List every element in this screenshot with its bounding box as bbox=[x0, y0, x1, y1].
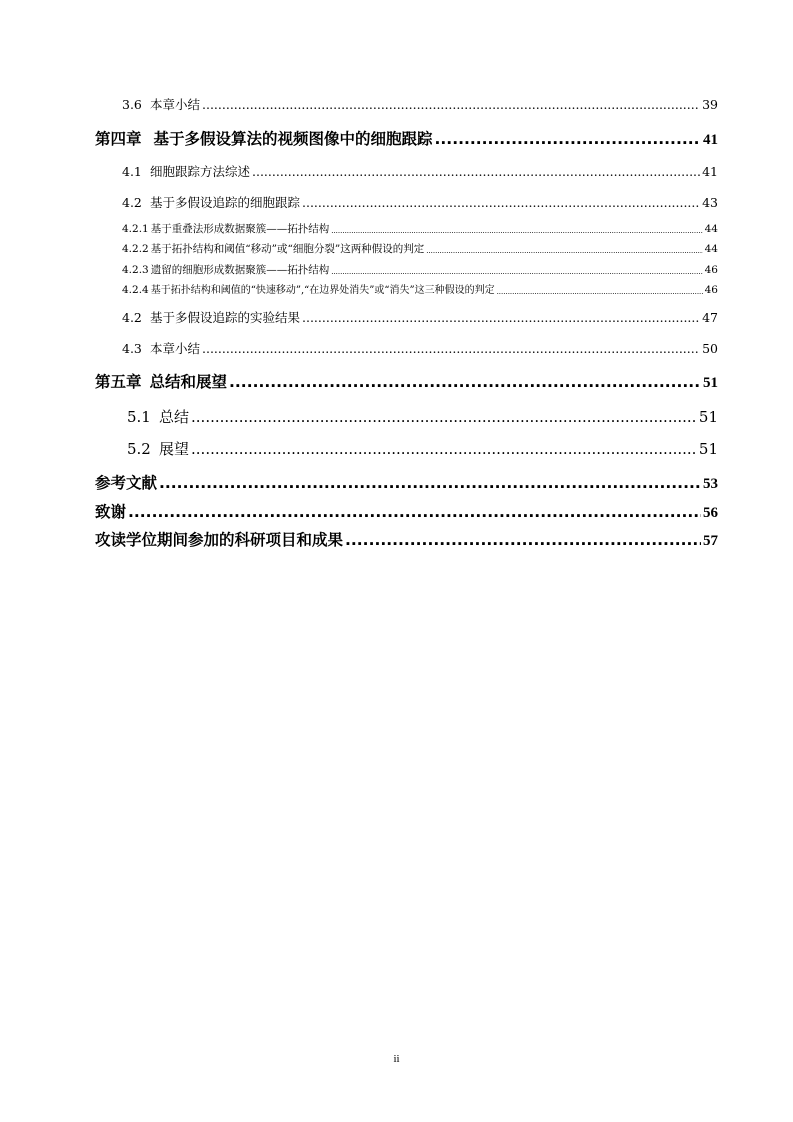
toc-title: 基于多假设算法的视频图像中的细胞跟踪 bbox=[153, 130, 433, 148]
toc-entry-5-1[interactable] bbox=[127, 410, 718, 425]
toc-page: 41 bbox=[703, 131, 718, 148]
toc-page: 39 bbox=[702, 97, 718, 112]
toc-title: 致谢 bbox=[95, 503, 127, 521]
toc-title: 本章小结 bbox=[150, 341, 201, 356]
dot-leader bbox=[191, 442, 697, 457]
toc-title: 基于拓扑结构和阈值的“快速移动”,“在边界处消失”或“消失”这三种假设的判定 bbox=[150, 284, 495, 296]
toc-title: 细胞跟踪方法综述 bbox=[150, 164, 251, 179]
toc-number: 第四章 bbox=[95, 130, 142, 148]
toc-page: 50 bbox=[702, 341, 718, 356]
toc-number: 3.6 bbox=[122, 97, 142, 112]
toc-title: 总结 bbox=[159, 408, 190, 426]
toc-acknowledgements[interactable] bbox=[95, 505, 718, 521]
page-number: ii bbox=[393, 1053, 400, 1065]
toc-title: 展望 bbox=[159, 440, 190, 458]
toc-title: 本章小结 bbox=[150, 97, 201, 112]
toc-number: 4.2 bbox=[122, 310, 142, 325]
toc-chapter-5[interactable] bbox=[95, 375, 718, 391]
dot-leader bbox=[345, 533, 701, 549]
toc-title: 遗留的细胞形成数据聚簇——拓扑结构 bbox=[150, 264, 330, 276]
dot-leader bbox=[202, 99, 700, 112]
toc-entry-4-2-3[interactable] bbox=[122, 265, 718, 276]
toc-number: 4.3 bbox=[122, 341, 142, 356]
toc-page: 43 bbox=[702, 195, 718, 210]
toc-number: 4.2.3 bbox=[122, 264, 149, 276]
toc-page: 57 bbox=[703, 532, 718, 549]
toc-entry-3-6[interactable] bbox=[122, 99, 718, 112]
toc-entry-5-2[interactable] bbox=[127, 442, 718, 457]
toc-page: 56 bbox=[703, 504, 718, 521]
toc-page: 51 bbox=[698, 440, 718, 458]
toc-number: 5.1 bbox=[127, 408, 151, 426]
dot-leader bbox=[497, 289, 703, 296]
toc-number: 4.1 bbox=[122, 164, 142, 179]
dot-leader bbox=[435, 132, 701, 148]
dot-leader bbox=[331, 228, 702, 235]
toc-number: 5.2 bbox=[127, 440, 151, 458]
toc-entry-4-2-4[interactable] bbox=[122, 285, 718, 296]
toc-page: 51 bbox=[698, 408, 718, 426]
dot-leader bbox=[159, 476, 701, 492]
toc-page: 41 bbox=[702, 164, 718, 179]
toc-page: 46 bbox=[704, 264, 718, 276]
toc-number: 4.2.4 bbox=[122, 284, 149, 296]
dot-leader bbox=[191, 410, 697, 425]
toc-title: 基于拓扑结构和阈值“移动”或“细胞分裂”这两种假设的判定 bbox=[150, 243, 425, 255]
toc-number: 第五章 bbox=[95, 373, 142, 391]
toc-number: 4.2.1 bbox=[122, 223, 149, 235]
dot-leader bbox=[229, 375, 701, 391]
toc-entry-4-1[interactable] bbox=[122, 166, 718, 179]
toc-page: 46 bbox=[704, 284, 718, 296]
toc-number: 4.2.2 bbox=[122, 243, 149, 255]
toc-title: 攻读学位期间参加的科研项目和成果 bbox=[95, 531, 344, 549]
toc-title: 基于多假设追踪的细胞跟踪 bbox=[150, 195, 301, 210]
toc-page: 51 bbox=[703, 374, 718, 391]
dot-leader bbox=[426, 248, 702, 255]
dot-leader bbox=[252, 166, 700, 179]
toc-chapter-4[interactable] bbox=[95, 132, 718, 148]
toc-entry-4-2-results[interactable] bbox=[122, 312, 718, 325]
toc-entry-4-3[interactable] bbox=[122, 343, 718, 356]
dot-leader bbox=[128, 505, 701, 521]
toc-title: 基于多假设追踪的实验结果 bbox=[150, 310, 301, 325]
toc-entry-4-2-1[interactable] bbox=[122, 224, 718, 235]
toc-page: 53 bbox=[703, 475, 718, 492]
toc-title: 总结和展望 bbox=[149, 373, 228, 391]
dot-leader bbox=[202, 343, 700, 356]
toc-publications[interactable] bbox=[95, 533, 718, 549]
dot-leader bbox=[302, 197, 700, 210]
toc-title: 参考文献 bbox=[95, 474, 158, 492]
toc-references[interactable] bbox=[95, 476, 718, 492]
toc-title: 基于重叠法形成数据聚簇——拓扑结构 bbox=[150, 223, 330, 235]
toc-page: 44 bbox=[704, 223, 718, 235]
dot-leader bbox=[331, 269, 702, 276]
dot-leader bbox=[302, 312, 700, 325]
toc-entry-4-2-2[interactable] bbox=[122, 244, 718, 255]
toc-page: 47 bbox=[702, 310, 718, 325]
toc-number: 4.2 bbox=[122, 195, 142, 210]
toc-entry-4-2[interactable] bbox=[122, 197, 718, 210]
toc-page: 44 bbox=[704, 243, 718, 255]
